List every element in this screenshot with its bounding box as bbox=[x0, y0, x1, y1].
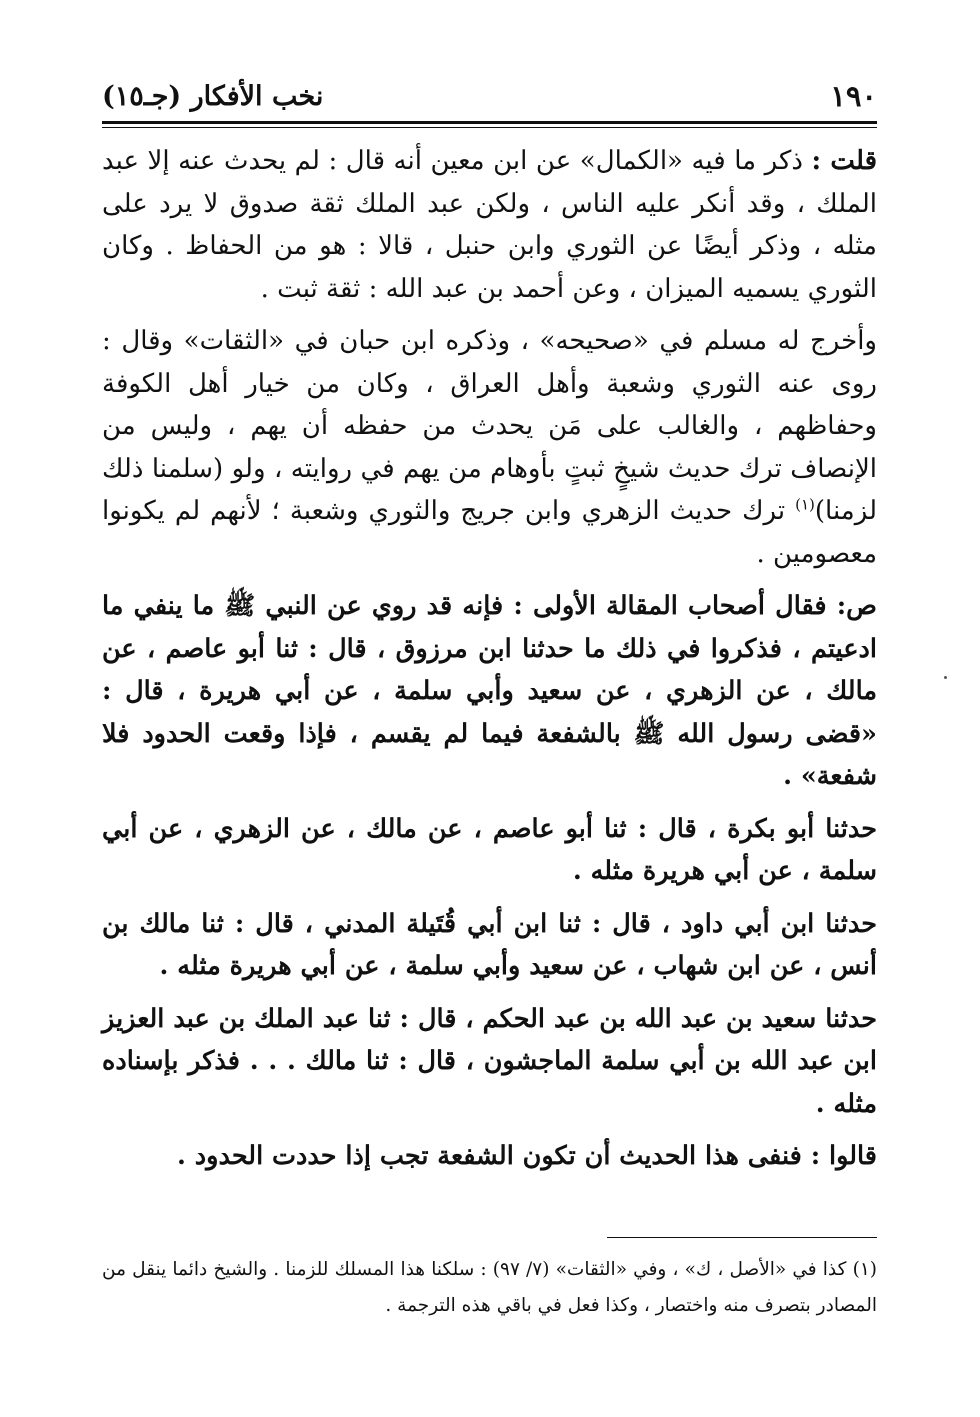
paragraph-text: حدثنا سعيد بن عبد الله بن عبد الحكم ، قال : ثنا عبد الملك بن عبد العزيز ابن عبد الله بن أبي سلمة الماجشون ، قال : ثنا مالك . . . فذكر بإسناده مثله . bbox=[102, 1003, 877, 1119]
paragraph-lead: ص: bbox=[836, 591, 877, 621]
footnote-marker: (١) bbox=[795, 495, 815, 514]
footnote: (١) كذا في «الأصل ، ك» ، وفي «الثقات» (٧/ ٩٧) : سلكنا هذا المسلك للزمنا . والشيخ دائما ينقل من المصادر بتصرف منه واختصار ، وكذا فعل في باقي هذه الترجمة . bbox=[102, 1259, 877, 1316]
paragraph-text: حدثنا ابن أبي داود ، قال : ثنا ابن أبي قُتَيلة المدني ، قال : ثنا مالك بن أنس ، عن ابن شهاب ، عن سعيد وأبي سلمة ، عن أبي هريرة مثله . bbox=[102, 908, 877, 981]
matn-paragraph bbox=[102, 808, 877, 893]
matn-paragraph bbox=[102, 585, 877, 798]
matn-paragraph bbox=[102, 903, 877, 988]
paragraph-text: وأخرج له مسلم في «صحيحه» ، وذكره ابن حبان في «الثقات» وقال : روى عنه الثوري وشعبة وأهل العراق ، وكان من خيار أهل الكوفة وحفاظهم ، والغالب على مَن يحدث من حفظه أن يهم ، وليس من الإنصاف ترك حديث شيخٍ ثبتٍ بأوهام من يهم في روايته ، ولو (سلمنا ذلك لزمنا) bbox=[102, 326, 877, 526]
matn-paragraph bbox=[102, 1135, 877, 1178]
matn-paragraph bbox=[102, 998, 877, 1126]
running-title: نخب الأفكار (جـ١٥) bbox=[102, 80, 324, 112]
page-number: ١٩٠ bbox=[830, 79, 877, 113]
page-body bbox=[102, 140, 877, 1188]
page-header bbox=[102, 72, 877, 120]
paragraph-lead: قلت : bbox=[811, 146, 877, 176]
paragraph-text: قالوا : فنفى هذا الحديث أن تكون الشفعة تجب إذا حددت الحدود . bbox=[177, 1141, 877, 1171]
footnote-rule bbox=[607, 1237, 877, 1238]
footnotes bbox=[102, 1252, 877, 1324]
scan-speck bbox=[944, 676, 947, 679]
paragraph-text: فقال أصحاب المقالة الأولى : فإنه قد روي عن النبي ﷺ ما ينفي ما ادعيتم ، فذكروا في ذلك ما حدثنا ابن مرزوق ، قال : ثنا أبو عاصم ، عن مالك ، عن الزهري ، عن سعيد وأبي سلمة ، عن أبي هريرة ، قال : «قضى رسول الله ﷺ بالشفعة فيما لم يقسم ، فإذا وقعت الحدود فلا شفعة» . bbox=[102, 591, 877, 791]
commentary-paragraph bbox=[102, 140, 877, 310]
paragraph-text: ترك حديث الزهري وابن جريج والثوري وشعبة ؛ لأنهم لم يكونوا معصومين . bbox=[102, 496, 877, 569]
paragraph-text: ذكر ما فيه «الكمال» عن ابن معين أنه قال : لم يحدث عنه إلا عبد الملك ، وقد أنكر عليه الناس ، ولكن عبد الملك ثقة صدوق لا يرد على مثله ، وذكر أيضًا عن الثوري وابن حنبل ، قالا : هو من الحفاظ . وكان الثوري يسميه الميزان ، وعن أحمد بن عبد الله : ثقة ثبت . bbox=[102, 146, 877, 304]
paragraph-text: حدثنا أبو بكرة ، قال : ثنا أبو عاصم ، عن مالك ، عن الزهري ، عن أبي سلمة ، عن أبي هريرة مثله . bbox=[102, 813, 877, 886]
commentary-paragraph bbox=[102, 320, 877, 575]
header-rule bbox=[102, 121, 877, 124]
header-rule-thin bbox=[102, 127, 877, 128]
